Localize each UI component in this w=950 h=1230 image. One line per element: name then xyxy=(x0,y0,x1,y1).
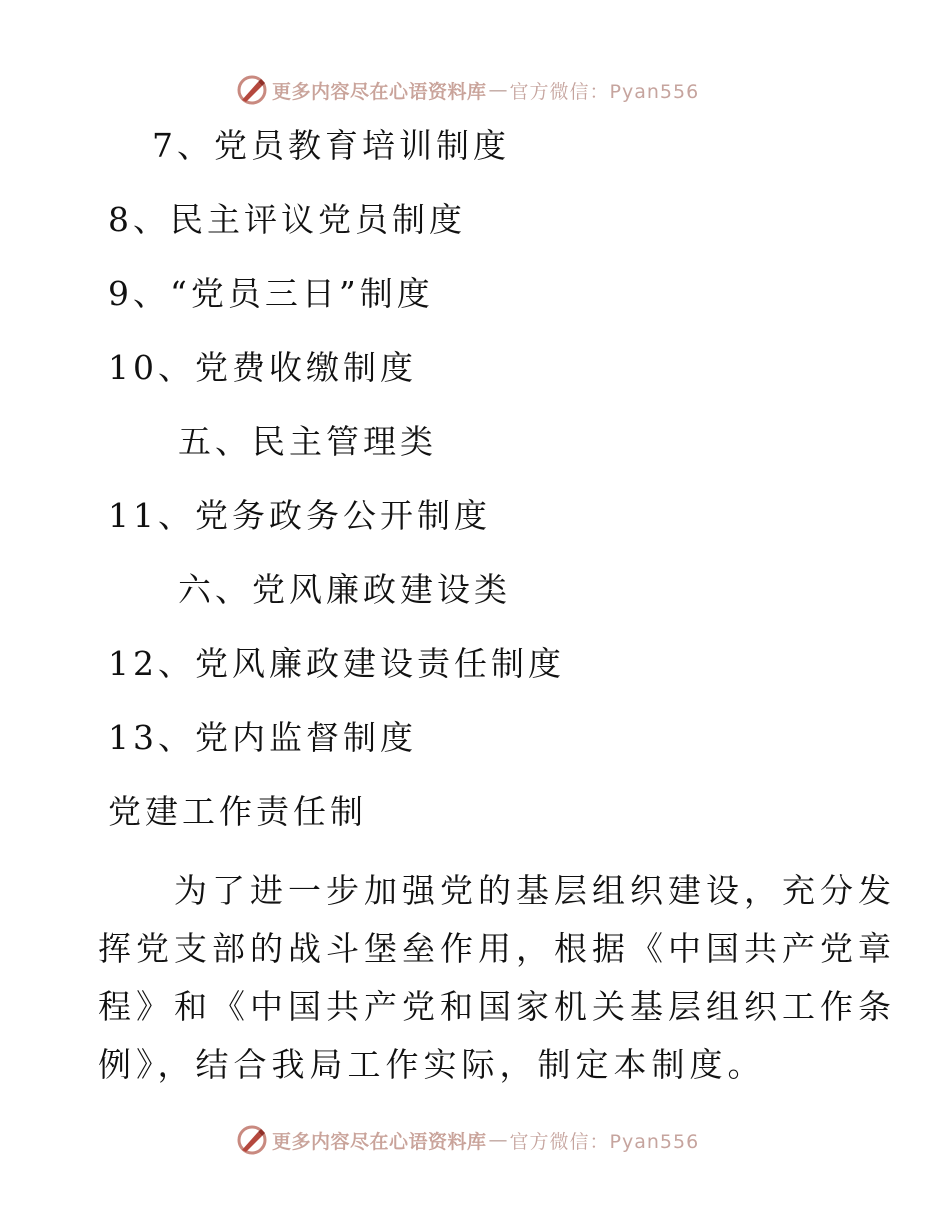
footer-watermark xyxy=(236,1122,699,1158)
paragraph-line: 挥党支部的战斗堡垒作用，根据《中国共产党章 xyxy=(98,929,896,968)
list-item-13: 13、党内监督制度 xyxy=(108,718,417,757)
paragraph-line: 程》和《中国共产党和国家机关基层组织工作条 xyxy=(98,987,896,1026)
list-item-8: 8、民主评议党员制度 xyxy=(108,200,466,239)
watermark-dash: — xyxy=(488,79,508,101)
watermark-contact: 官方微信：Pyan556 xyxy=(509,1130,700,1153)
paragraph-line: 为了进一步加强党的基层组织建设，充分发 xyxy=(98,871,896,910)
list-item-12: 12、党风廉政建设责任制度 xyxy=(108,644,565,683)
watermark-dash: — xyxy=(488,1129,508,1151)
section-heading-5: 五、民主管理类 xyxy=(178,422,437,461)
body-paragraph xyxy=(98,862,896,1094)
pen-logo-icon xyxy=(236,1124,268,1156)
watermark-text: 更多内容尽在心语资料库 xyxy=(272,80,487,103)
list-item-9: 9、“党员三日”制度 xyxy=(108,274,434,313)
paragraph-line: 例》，结合我局工作实际，制定本制度。 xyxy=(98,1045,766,1084)
list-item-7: 7、党员教育培训制度 xyxy=(152,126,510,165)
section-heading-6: 六、党风廉政建设类 xyxy=(178,570,511,609)
pen-logo-icon xyxy=(236,74,268,106)
header-watermark xyxy=(236,72,699,108)
section-title: 党建工作责任制 xyxy=(108,792,367,831)
list-item-10: 10、党费收缴制度 xyxy=(108,348,417,387)
watermark-contact: 官方微信：Pyan556 xyxy=(509,80,700,103)
watermark-text: 更多内容尽在心语资料库 xyxy=(272,1130,487,1153)
list-item-11: 11、党务政务公开制度 xyxy=(108,496,491,535)
